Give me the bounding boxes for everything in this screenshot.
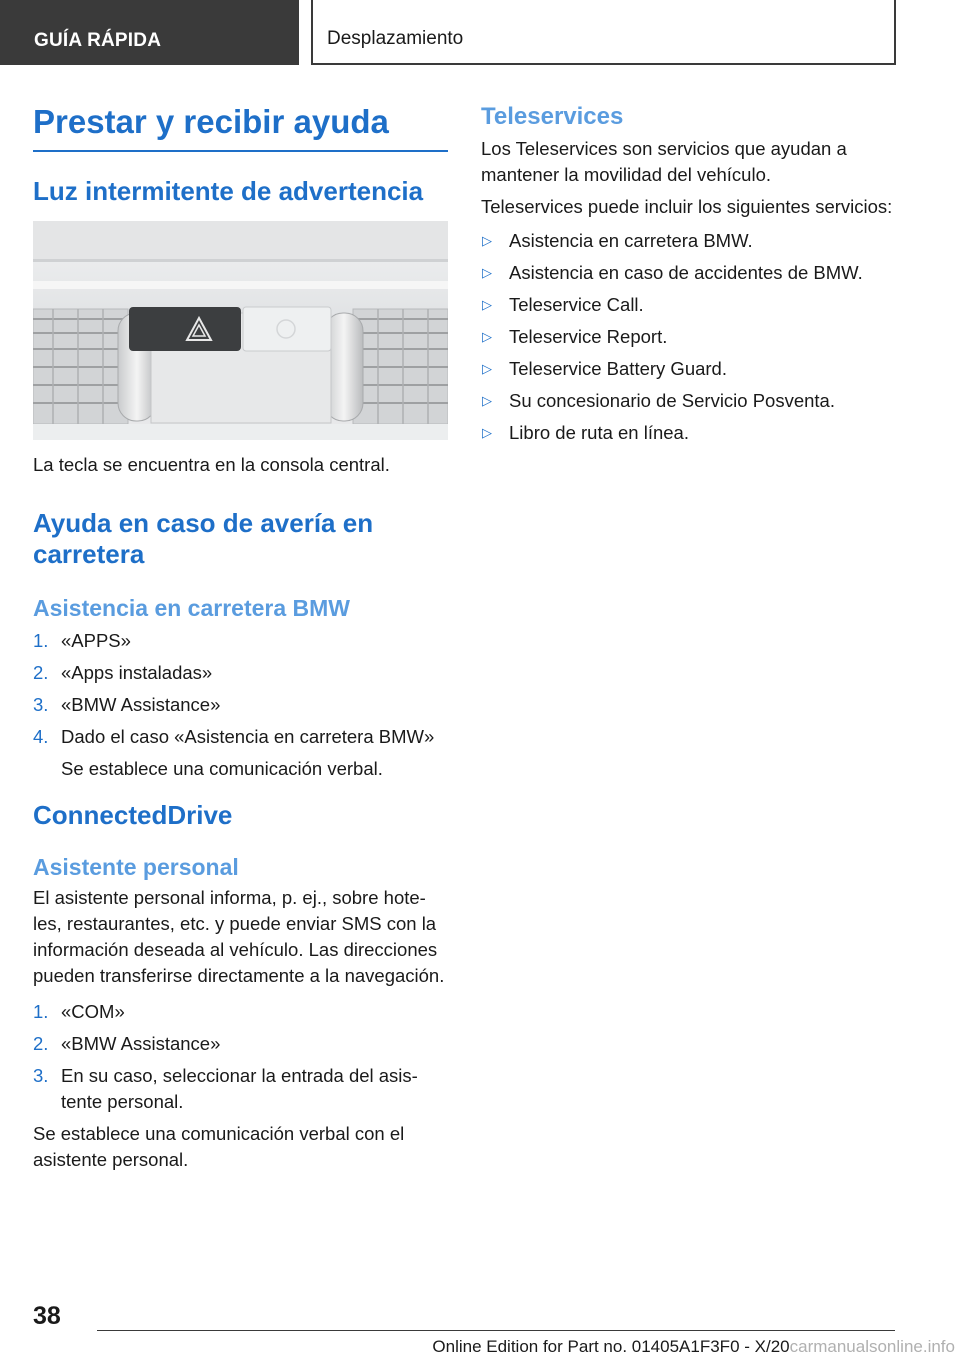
list-item [481,356,896,382]
step-text: «COM» [61,1001,125,1022]
list-item [481,228,896,254]
step-text: Dado el caso «Asistencia en carretera BMW» [61,726,435,747]
right-column [481,100,896,452]
list-item [33,999,448,1025]
hazard-caption: La tecla se encuentra en la consola central. [33,454,390,475]
step-number: 4. [33,726,49,747]
teleservices-paragraph-1: Los Teleservices son servicios que ayudan a mantener la movilidad del vehículo. [481,138,847,185]
step-number: 2. [33,662,49,683]
list-item [33,628,448,654]
roadside-heading: Asistencia en carretera BMW [33,595,351,621]
step-number: 3. [33,1065,49,1086]
watermark: carmanualsonline.info [789,1337,955,1356]
assistant-intro: El asistente personal informa, p. ej., sobre hoteles, restaurantes, etc. y puede enviar SMS con la información deseada al vehículo. Las direcciones pueden transferirse directamente a la navegación. [33,887,445,986]
header-section-label: GUÍA RÁPIDA [0,0,299,65]
triangle-bullet-icon: ▷ [482,233,492,248]
assistant-steps [33,999,448,1115]
assistant-result: Se establece una comunicación verbal con el asistente personal. [33,1123,405,1170]
step-text: «BMW Assistance» [61,694,221,715]
list-item-text: Libro de ruta en línea. [509,422,689,443]
assistant-heading: Asistente personal [33,854,239,880]
footer-edition [0,1337,955,1357]
list-item [33,660,448,686]
connected-heading: ConnectedDrive [33,800,233,830]
list-item-text: Teleservice Call. [509,294,644,315]
teleservices-list [481,228,896,446]
triangle-bullet-icon: ▷ [482,265,492,280]
teleservices-paragraph-2: Teleservices puede incluir los siguientes servicios: [481,196,893,217]
step-number: 1. [33,630,49,651]
page-title: Prestar y recibir ayuda [33,100,448,152]
list-item-text: Teleservice Battery Guard. [509,358,727,379]
hazard-button-illustration [33,221,448,440]
step-number: 3. [33,694,49,715]
breakdown-heading: Ayuda en caso de avería en carretera [33,508,374,569]
list-item [481,420,896,446]
roadside-steps [33,628,448,782]
step-text: En su caso, seleccionar la entrada del asistente personal. [61,1065,418,1112]
list-item [481,388,896,414]
list-item [481,292,896,318]
triangle-bullet-icon: ▷ [482,329,492,344]
list-item-text: Asistencia en carretera BMW. [509,230,753,251]
teleservices-heading: Teleservices [481,103,624,130]
step-text: «BMW Assistance» [61,1033,221,1054]
list-item-text: Su concesionario de Servicio Posventa. [509,390,835,411]
footer-divider [97,1330,895,1331]
step-number: 2. [33,1033,49,1054]
step-result: Se establece una comunicación verbal. [61,758,383,779]
list-item [33,724,448,782]
list-item [33,1031,448,1057]
list-item-text: Teleservice Report. [509,326,668,347]
page-number: 38 [33,1302,61,1330]
hazard-heading: Luz intermitente de advertencia [33,176,424,206]
left-column [33,100,448,1173]
step-text: «Apps instaladas» [61,662,213,683]
edition-text: Online Edition for Part no. 01405A1F3F0 - X/20 [432,1337,790,1356]
header-chapter-label: Desplazamiento [311,0,896,65]
list-item-text: Asistencia en caso de accidentes de BMW. [509,262,863,283]
list-item [481,260,896,286]
step-number: 1. [33,1001,49,1022]
list-item [481,324,896,350]
list-item [33,1063,448,1115]
triangle-bullet-icon: ▷ [482,297,492,312]
step-text: «APPS» [61,630,131,651]
list-item [33,692,448,718]
triangle-bullet-icon: ▷ [482,393,492,408]
triangle-bullet-icon: ▷ [482,425,492,440]
triangle-bullet-icon: ▷ [482,361,492,376]
console-image [33,221,448,440]
